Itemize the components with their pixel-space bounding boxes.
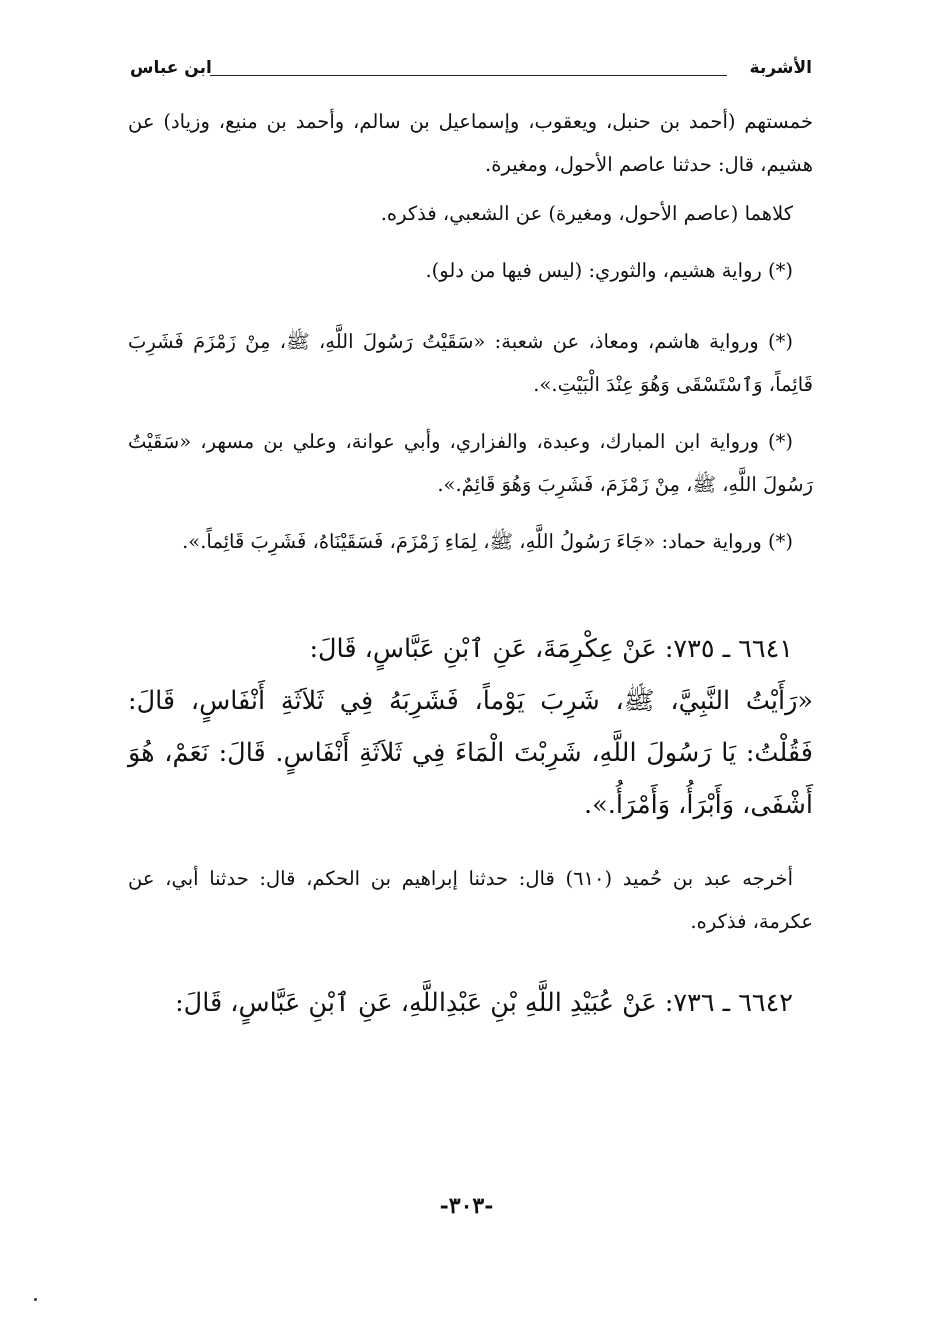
running-header	[130, 58, 812, 92]
takhrij-note: أخرجه عبد بن حُميد (٦١٠) قال: حدثنا إبراهيم بن الحكم، قال: حدثنا أبي، عن عكرمة، فذكره.	[128, 867, 813, 933]
hadith-text: «رَأَيْتُ النَّبِيَّ، ﷺ، شَرِبَ يَوْماً، فَشَرِبَهُ فِي ثَلاَثَةِ أَنْفَاسٍ، قَالَ: فَقُلْتُ: يَا رَسُولَ اللَّهِ، شَرِبْتَ الْمَاءَ فِي ثَلاَثَةِ أَنْفَاسٍ. قَالَ: نَعَمْ، هُوَ أَشْفَى، وَأَبْرَأُ، وَأَمْرَأُ.».	[128, 686, 813, 820]
variant-note: (*) ورواية حماد: «جَاءَ رَسُولُ اللَّهِ، ﷺ، لِمَاءِ زَمْزَمَ، فَسَقَيْنَاهُ، فَشَرِبَ قَائِماً.».	[182, 530, 793, 553]
chapter-title: الأشربة	[749, 58, 812, 78]
page-body	[128, 100, 813, 1029]
page-number: -٣٠٣-	[439, 1193, 494, 1219]
header-rule	[210, 75, 727, 76]
hadith-heading: ٦٦٤١ ـ ٧٣٥: عَنْ عِكْرِمَةَ، عَنِ ٱبْنِ عَبَّاسٍ، قَالَ:	[309, 634, 793, 664]
variant-note: (*) ورواية ابن المبارك، وعبدة، والفزاري، وأبي عوانة، وعلي بن مسهر، «سَقَيْتُ رَسُولَ اللَّهِ، ﷺ، مِنْ زَمْزَمَ، فَشَرِبَ وَهُوَ قَائِمٌ.».	[128, 430, 813, 496]
scan-speck	[34, 1298, 37, 1301]
variant-note: (*) رواية هشيم، والثوري: (ليس فيها من دلو).	[425, 259, 793, 282]
variant-note: (*) ورواية هاشم، ومعاذ، عن شعبة: «سَقَيْتُ رَسُولَ اللَّهِ، ﷺ، مِنْ زَمْزَمَ فَشَرِبَ قَائِماً، وَٱسْتَسْقَى وَهُوَ عِنْدَ الْبَيْتِ.».	[128, 330, 813, 396]
narrator-title: ابن عباس	[130, 58, 212, 78]
chain-summary: كلاهما (عاصم الأحول، ومغيرة) عن الشعبي، فذكره.	[380, 202, 793, 225]
chain-paragraph: خمستهم (أحمد بن حنبل، ويعقوب، وإسماعيل بن سالم، وأحمد بن منيع، وزياد) عن هشيم، قال: حدثنا عاصم الأحول، ومغيرة.	[128, 110, 813, 176]
hadith-heading: ٦٦٤٢ ـ ٧٣٦: عَنْ عُبَيْدِ اللَّهِ بْنِ عَبْدِاللَّهِ، عَنِ ٱبْنِ عَبَّاسٍ، قَالَ:	[175, 988, 793, 1018]
